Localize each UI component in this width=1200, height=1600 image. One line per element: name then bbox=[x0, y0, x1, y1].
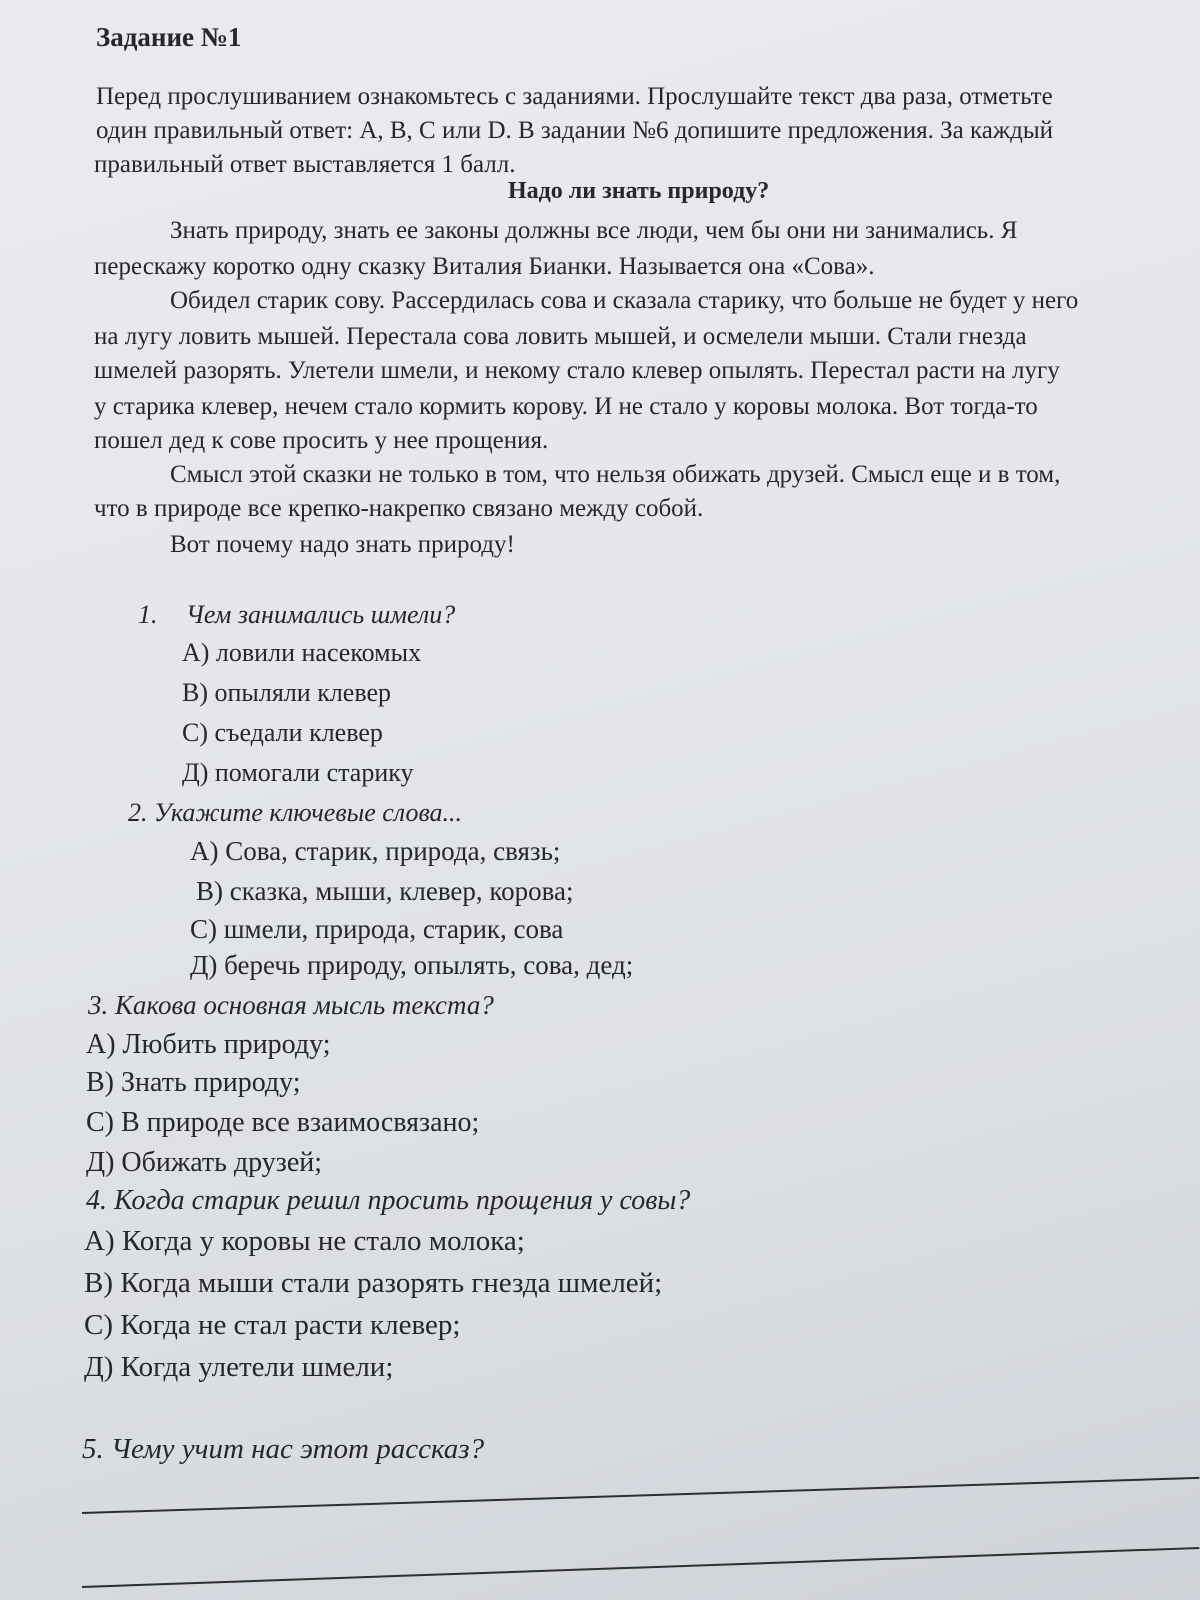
answer-option[interactable]: А) ловили насекомых bbox=[182, 638, 422, 667]
answer-option[interactable]: Д) беречь природу, опылять, сова, дед; bbox=[190, 950, 634, 980]
question-number: 1. bbox=[138, 600, 158, 629]
intro-line: Перед прослушиванием ознакомьтесь с заданиями. Прослушайте текст два раза, отметьте bbox=[96, 83, 1053, 110]
question-number: 4. bbox=[86, 1185, 107, 1216]
text-line: у старика клевер, нечем стало кормить корову. И не стало у коровы молока. Вот тогда-то bbox=[94, 393, 1038, 420]
question-2 bbox=[128, 798, 462, 828]
answer-line[interactable] bbox=[82, 1477, 1200, 1514]
answer-option[interactable]: С) В природе все взаимосвязано; bbox=[86, 1107, 480, 1138]
answer-line[interactable] bbox=[82, 1547, 1199, 1588]
answer-option[interactable]: В) сказка, мыши, клевер, корова; bbox=[196, 876, 574, 906]
answer-option[interactable]: Д) Обижать друзей; bbox=[86, 1147, 323, 1178]
question-text: Когда старик решил просить прощения у совы? bbox=[114, 1185, 691, 1216]
question-text: Чему учит нас этот рассказ? bbox=[111, 1433, 485, 1465]
answer-option[interactable]: С) шмели, природа, старик, сова bbox=[190, 914, 564, 944]
answer-option[interactable]: В) опыляли клевер bbox=[182, 678, 392, 707]
assignment-title: Задание №1 bbox=[96, 22, 242, 52]
answer-option[interactable]: В) Когда мыши стали разорять гнезда шмелей; bbox=[84, 1267, 663, 1299]
question-4 bbox=[86, 1186, 690, 1216]
text-line: шмелей разорять. Улетели шмели, и некому стало клевер опылять. Перестал расти на лугу bbox=[94, 357, 1060, 384]
text-line: перескажу коротко одну сказку Виталия Бианки. Называется она «Сова». bbox=[94, 253, 875, 280]
text-line: на лугу ловить мышей. Перестала сова ловить мышей, и осмелели мыши. Стали гнезда bbox=[94, 323, 1027, 350]
text-line: Обидел старик сову. Рассердилась сова и сказала старику, что больше не будет у него bbox=[170, 287, 1079, 314]
text-line: Вот почему надо знать природу! bbox=[170, 531, 515, 558]
question-5 bbox=[82, 1434, 484, 1464]
intro-line: один правильный ответ: А, В, С или D. В задании №6 допишите предложения. За каждый bbox=[96, 117, 1054, 144]
question-3 bbox=[88, 990, 494, 1020]
answer-option[interactable]: В) Знать природу; bbox=[86, 1067, 301, 1098]
text-heading: Надо ли знать природу? bbox=[508, 178, 770, 204]
question-number: 5. bbox=[82, 1433, 104, 1465]
question-1 bbox=[138, 600, 455, 630]
text-line: Смысл этой сказки не только в том, что нельзя обижать друзей. Смысл еще и в том, bbox=[170, 461, 1061, 488]
answer-option[interactable]: С) Когда не стал расти клевер; bbox=[84, 1309, 461, 1341]
text-line: Знать природу, знать ее законы должны все люди, чем бы они ни занимались. Я bbox=[170, 217, 1018, 244]
intro-line: правильный ответ выставляется 1 балл. bbox=[94, 151, 516, 178]
question-text: Укажите ключевые слова... bbox=[154, 798, 463, 827]
answer-option[interactable]: А) Любить природу; bbox=[86, 1029, 331, 1060]
answer-option[interactable]: А) Сова, старик, природа, связь; bbox=[190, 836, 561, 866]
question-number: 3. bbox=[88, 990, 109, 1020]
answer-option[interactable]: Д) Когда улетели шмели; bbox=[84, 1351, 394, 1383]
question-text: Какова основная мысль текста? bbox=[115, 990, 494, 1020]
question-text: Чем занимались шмели? bbox=[186, 600, 456, 629]
question-number: 2. bbox=[128, 798, 148, 827]
answer-option[interactable]: С) съедали клевер bbox=[182, 718, 383, 747]
text-line: что в природе все крепко-накрепко связано между собой. bbox=[94, 495, 704, 522]
text-line: пошел дед к сове просить у нее прощения. bbox=[94, 427, 549, 454]
answer-option[interactable]: Д) помогали старику bbox=[182, 758, 414, 787]
answer-option[interactable]: А) Когда у коровы не стало молока; bbox=[84, 1225, 525, 1257]
